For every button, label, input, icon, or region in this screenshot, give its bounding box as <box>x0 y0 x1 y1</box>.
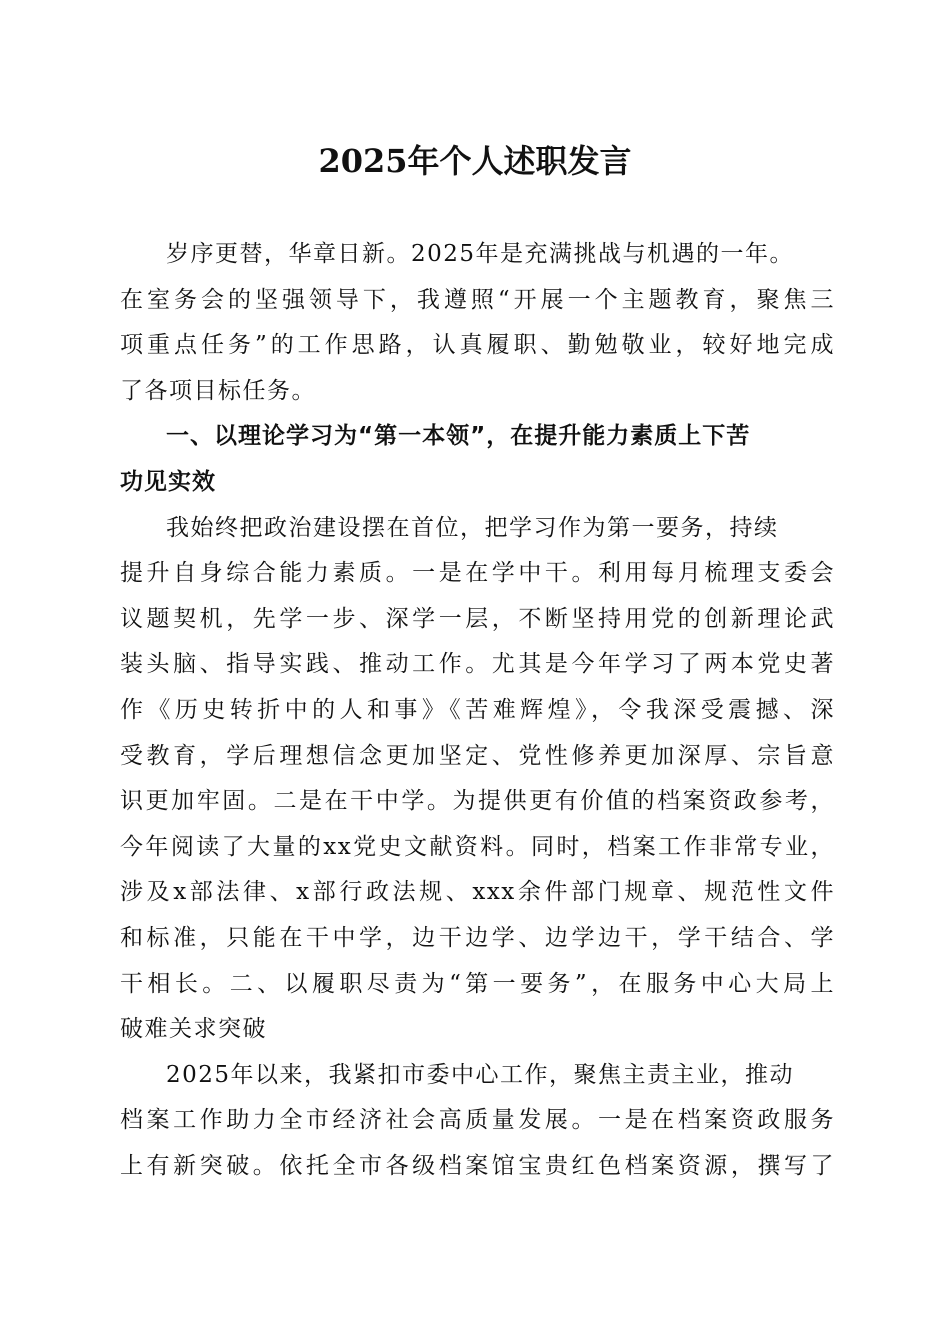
paragraph-line: 了各项目标任务。 <box>120 377 316 404</box>
paragraph-line: 装头脑、指导实践、推动工作。尤其是今年学习了两本党史著 <box>120 651 835 678</box>
paragraph-line: 干相长。二、以履职尽责为“第一要务”，在服务中心大局上 <box>120 970 835 997</box>
paragraph-line: 档案工作助力全市经济社会高质量发展。一是在档案资政服务 <box>120 1107 835 1134</box>
document-title: 2025年个人述职发言 <box>318 142 632 180</box>
paragraph-line: 岁序更替，华章日新。2025年是充满挑战与机遇的一年。 <box>166 241 795 267</box>
section-heading-line: 功见实效 <box>120 468 216 495</box>
paragraph-line: 在室务会的坚强领导下，我遵照“开展一个主题教育，聚焦三 <box>120 286 835 313</box>
paragraph-line: 受教育，学后理想信念更加坚定、党性修养更加深厚、宗旨意 <box>120 742 835 769</box>
paragraph-line: 破难关求突破 <box>120 1016 267 1043</box>
paragraph-line: 议题契机，先学一步、深学一层，不断坚持用党的创新理论武 <box>120 605 835 632</box>
paragraph-line: 项重点任务”的工作思路，认真履职、勤勉敬业，较好地完成 <box>120 332 835 359</box>
paragraph-line: 作《历史转折中的人和事》《苦难辉煌》，令我深受震撼、深 <box>120 696 835 723</box>
paragraph-line: 识更加牢固。二是在干中学。为提供更有价值的档案资政参考， <box>120 788 835 815</box>
paragraph-line: 涉及x部法律、x部行政法规、xxx余件部门规章、规范性文件 <box>120 879 835 906</box>
paragraph-line: 上有新突破。依托全市各级档案馆宝贵红色档案资源，撰写了 <box>120 1152 835 1179</box>
paragraph-line: 我始终把政治建设摆在首位，把学习作为第一要务，持续 <box>166 514 779 541</box>
paragraph-line: 和标准，只能在干中学，边干边学、边学边干，学干结合、学 <box>120 924 835 951</box>
paragraph-line: 今年阅读了大量的xx党史文献资料。同时，档案工作非常专业， <box>120 833 835 860</box>
paragraph-line: 提升自身综合能力素质。一是在学中干。利用每月梳理支委会 <box>120 560 835 587</box>
document-body <box>120 232 835 1189</box>
section-heading-line: 一、以理论学习为“第一本领”，在提升能力素质上下苦 <box>166 423 751 450</box>
paragraph-line: 2025年以来，我紧扣市委中心工作，聚焦主责主业，推动 <box>166 1061 795 1088</box>
